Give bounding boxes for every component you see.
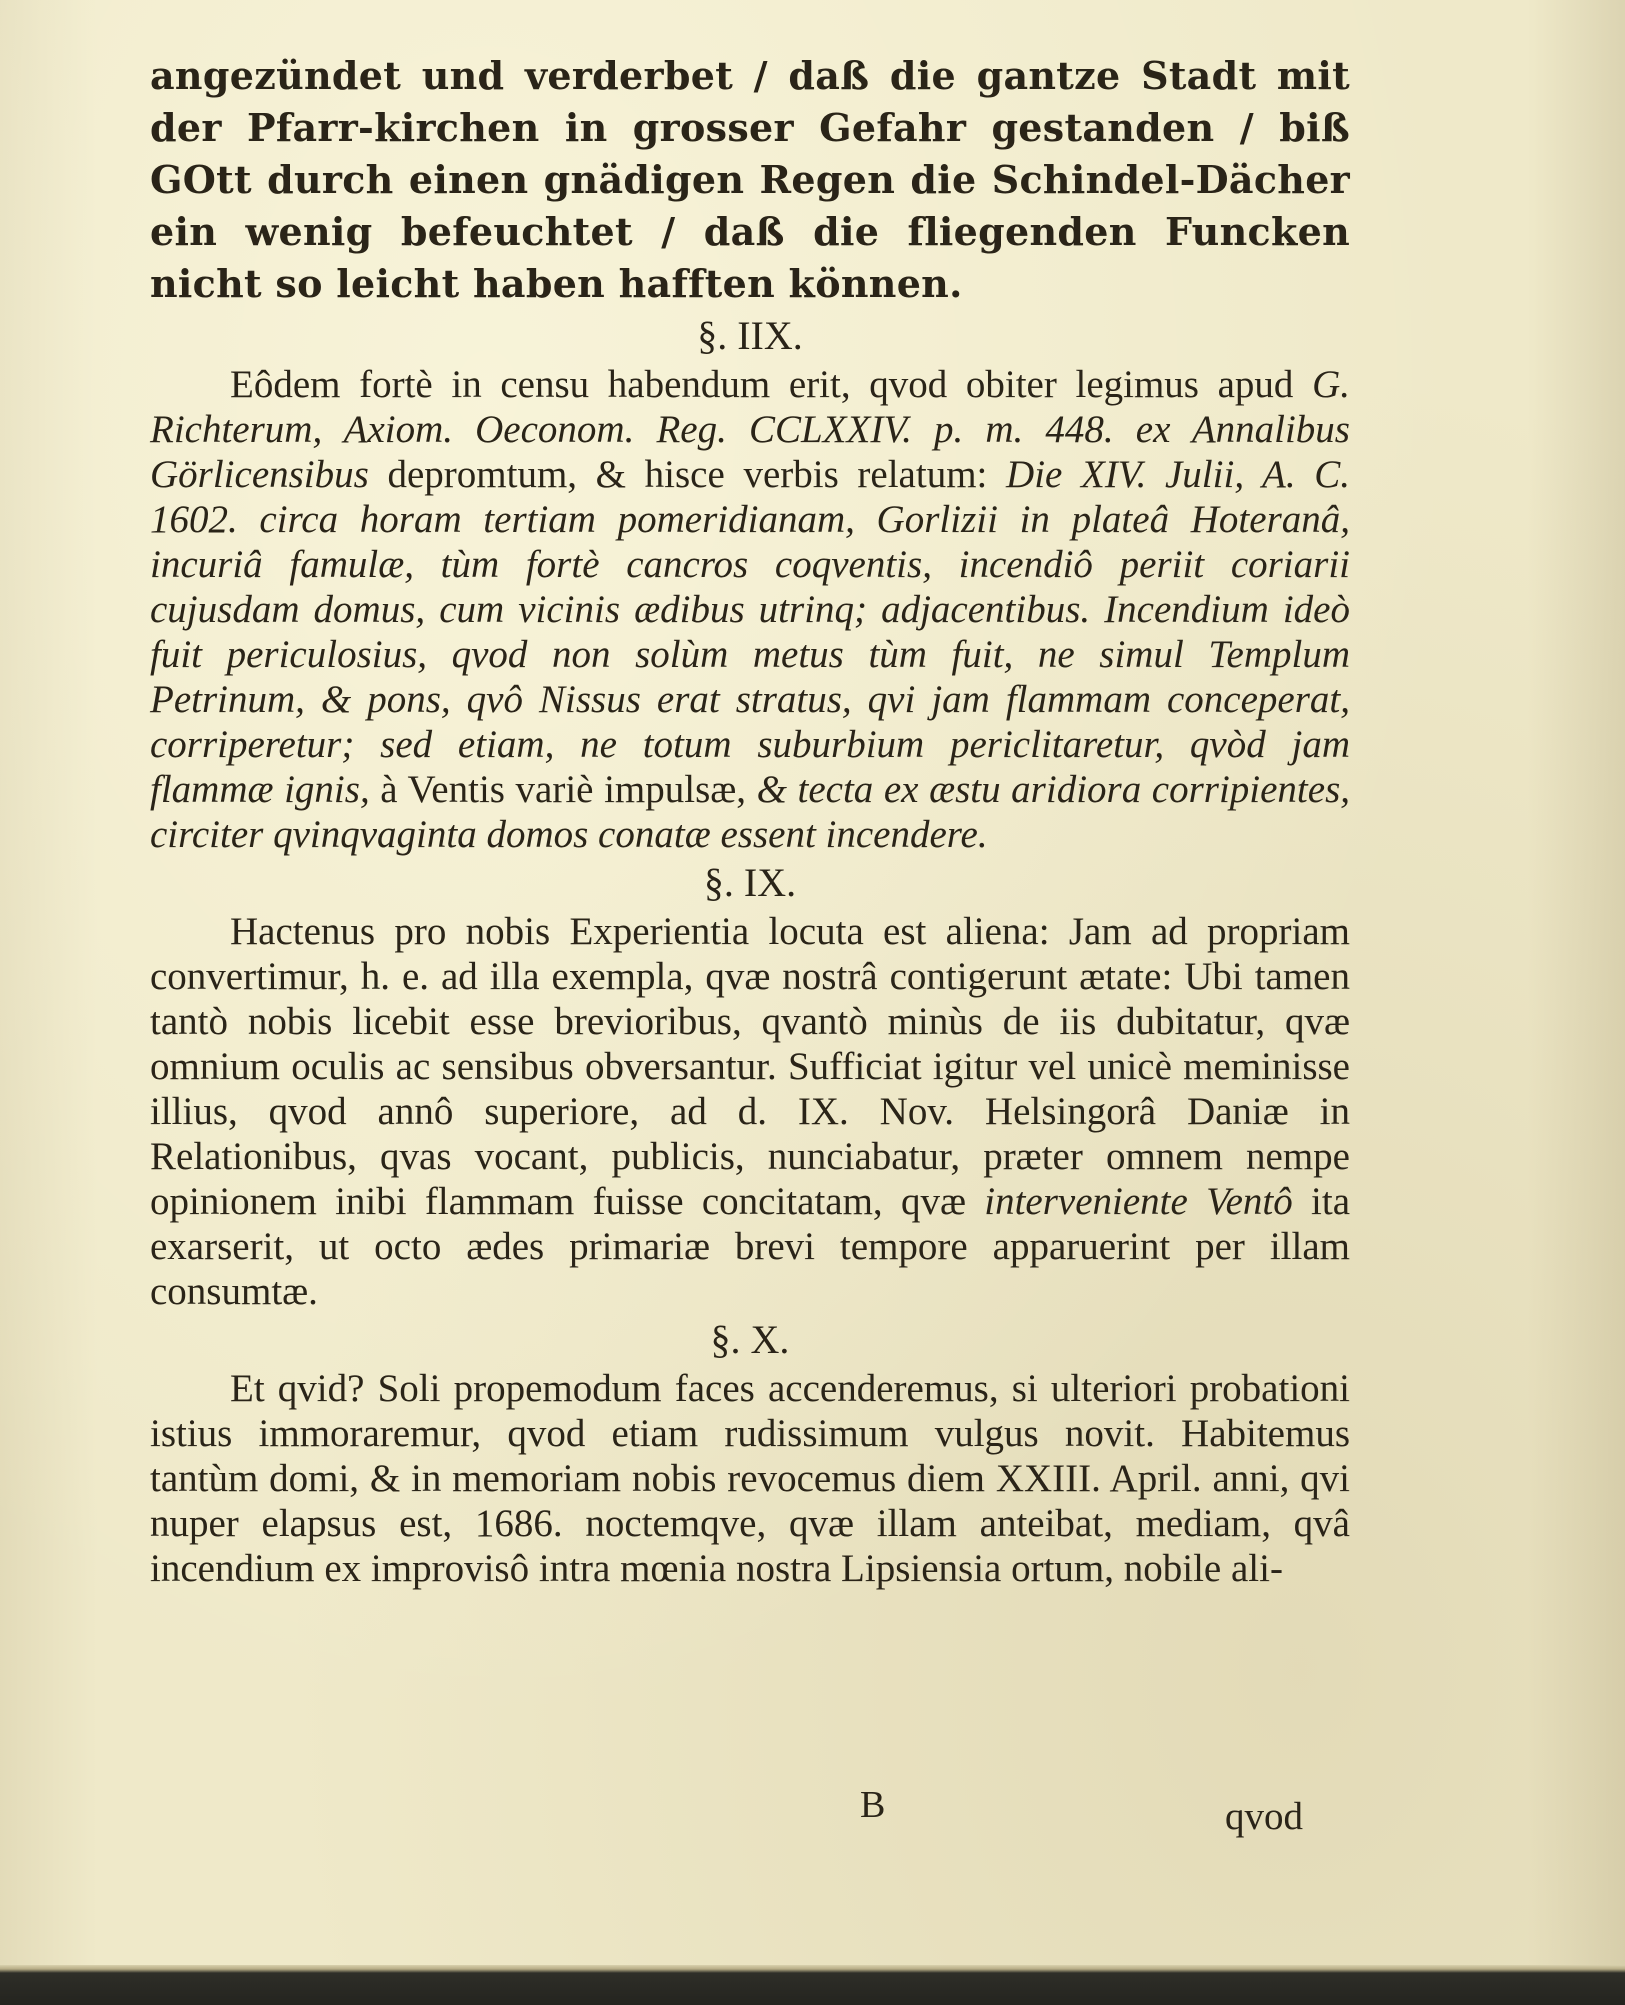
p9-text-2: ita exarserit, ut octo ædes primariæ brevi tempore apparuerint per illam consumtæ. [150,1180,1351,1313]
p9-text-1: Hactenus pro nobis Experientia locuta est aliena: Jam ad propriam convertimur, h. e. ad illa exempla, qvæ nostrâ contigerunt ætate: Ubi tamen tantò nobis licebit esse brevioribus, qvantò minùs de iis dubitatur, qvæ omnium oculis ac sensibus obversantur. Sufficiat igitur vel unicè meminisse illius, qvod annô superiore, ad d. IX. Nov. Helsingorâ Daniæ in Relationibus, qvas vocant, publicis, nunciabatur, præter omnem nempe opinionem inibi flammam fuisse concitatam, qvæ [150,910,1350,1223]
p8-italic-3: & tecta ex æstu aridiora corripientes, circiter qvinqvaginta domos conatæ essent incendere. [150,768,1350,856]
page-text [150,50,1350,1591]
p8-text-2: depromtum, & hisce verbis relatum: [368,453,1007,496]
p8-italic-1: G. Richterum, Axiom. Oeconom. Reg. CCLXXIV. p. m. 448. ex Annalibus Görlicensibus [150,363,1350,496]
paragraph-section-8 [150,362,1350,857]
fraktur-paragraph: angezündet und verderbet / daß die gantze Stadt mit der Pfarr-kirchen in grosser Gefahr gestanden / biß GOtt durch einen gnädigen Regen die Schindel-Dächer ein wenig befeuchtet / daß die fliegenden Funcken nicht so leicht haben hafften können. [150,53,1350,306]
p8-italic-2: Die XIV. Julii, A. C. 1602. circa horam tertiam pomeridianam, Gorlizii in plateâ Hoteranâ, incuriâ famulæ, tùm fortè cancros coqventis, incendiô periit coriarii cujusdam domus, cum vicinis ædibus utrinq; adjacentibus. Incendium ideò fuit periculosius, qvod non solùm metus tùm fuit, ne simul Templum Petrinum, & pons, qvô Nissus erat stratus, qvi jam flammam conceperat, corriperetur; sed etiam, ne totum suburbium periclitaretur, qvòd jam flammæ ignis, [150,453,1351,811]
p8-text-1: Eôdem fortè in censu habendum erit, qvod obiter legimus apud [230,363,1313,406]
catchword: qvod [1225,1795,1303,1838]
section-heading-10: §. X. [710,1317,790,1362]
section-heading-9: §. IX. [703,860,797,905]
signature-mark: B [860,1784,886,1826]
p8-text-3: à Ventis variè impulsæ, [369,768,757,811]
p9-italic-1: interveniente Ventô [984,1180,1293,1223]
section-heading-8: §. IIX. [697,313,803,358]
scan-bottom-edge [0,1965,1625,2005]
paragraph-section-9 [150,909,1350,1314]
paragraph-section-10: Et qvid? Soli propemodum faces accenderemus, si ulteriori probationi istius immoraremur, qvod etiam rudissimum vulgus novit. Habitemus tantùm domi, & in memoriam nobis revocemus diem XXIII. April. anni, qvi nuper elapsus est, 1686. noctemqve, qvæ illam anteibat, mediam, qvâ incendium ex improvisô intra mœnia nostra Lipsiensia ortum, nobile ali- [150,1367,1350,1590]
